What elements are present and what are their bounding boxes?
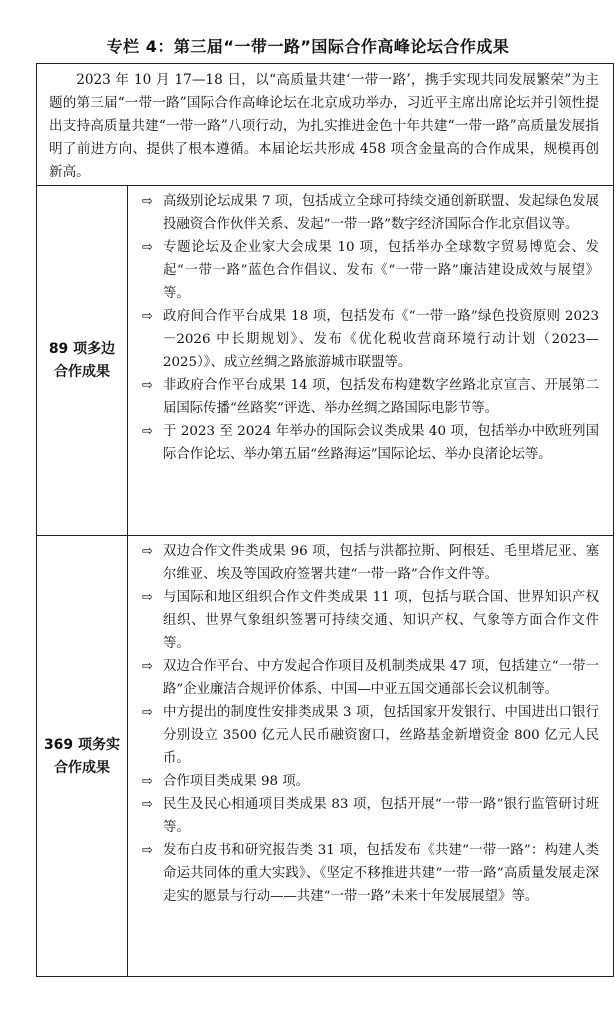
- list-item: [140, 305, 599, 374]
- hollow-right-arrow-icon: ⇨: [142, 843, 153, 858]
- list-item: [140, 655, 599, 701]
- section-label-line1: 89 项多边: [48, 340, 116, 357]
- section-items: [128, 536, 613, 908]
- list-item: [140, 839, 599, 908]
- hollow-right-arrow-icon: ⇨: [142, 424, 153, 439]
- hollow-right-arrow-icon: ⇨: [142, 774, 153, 789]
- hollow-right-arrow-icon: ⇨: [142, 544, 153, 559]
- list-item-text: 双边合作平台、中方发起合作项目及机制类成果 47 项，包括建立“一带一路”企业廉洁合规评价体系、中国—中亚五国交通部长会议机制等。: [163, 659, 599, 697]
- list-item-text: 高级别论坛成果 7 项，包括成立全球可持续交通创新联盟、发起绿色发展投融资合作伙伴关系、发起“一带一路”数字经济国际合作北京倡议等。: [163, 194, 599, 232]
- list-item-text: 中方提出的制度性安排类成果 3 项，包括国家开发银行、中国进出口银行分别设立 3500 亿元人民币融资窗口，丝路基金新增资金 800 亿元人民币。: [163, 705, 599, 766]
- list-item: [140, 374, 599, 420]
- hollow-right-arrow-icon: ⇨: [142, 797, 153, 812]
- list-item-text: 民生及民心相通项目类成果 83 项，包括开展“一带一路”银行监管研讨班等。: [163, 797, 599, 835]
- section-practical: [37, 536, 613, 977]
- hollow-right-arrow-icon: ⇨: [142, 590, 153, 605]
- list-item: [140, 236, 599, 305]
- section-multilateral: [37, 186, 613, 536]
- list-item: [140, 770, 599, 793]
- list-item-text: 政府间合作平台成果 18 项，包括发布《“一带一路”绿色投资原则 2023－2026 中长期规划》、发布《优化税收营商环境行动计划（2023—2025）》、成立丝绸之路旅游城市联盟等。: [163, 309, 599, 370]
- list-item: [140, 420, 599, 466]
- hollow-right-arrow-icon: ⇨: [142, 659, 153, 674]
- hollow-right-arrow-icon: ⇨: [142, 194, 153, 209]
- list-item: [140, 540, 599, 586]
- list-item: [140, 586, 599, 655]
- hollow-right-arrow-icon: ⇨: [142, 309, 153, 324]
- box-title: 专栏 4：第三届“一带一路”国际合作高峰论坛合作成果: [106, 37, 510, 56]
- list-item: [140, 190, 599, 236]
- hollow-right-arrow-icon: ⇨: [142, 240, 153, 255]
- list-item: [140, 793, 599, 839]
- list-item-text: 非政府合作平台成果 14 项，包括发布构建数字丝路北京宣言、开展第二届国际传播“丝路奖”评选、举办丝绸之路国际电影节等。: [163, 378, 599, 416]
- section-label: [37, 186, 128, 535]
- list-item-text: 合作项目类成果 98 项。: [163, 774, 310, 789]
- section-items: [128, 186, 613, 466]
- hollow-right-arrow-icon: ⇨: [142, 705, 153, 720]
- hollow-right-arrow-icon: ⇨: [142, 378, 153, 393]
- section-label-line1: 369 项务实: [43, 736, 121, 753]
- section-label-line2: 合作成果: [53, 363, 110, 380]
- section-label: [37, 536, 128, 977]
- list-item: [140, 701, 599, 770]
- list-item-text: 于 2023 至 2024 年举办的国际会议类成果 40 项，包括举办中欧班列国际合作论坛、举办第五届“丝路海运”国际论坛、举办良渚论坛等。: [163, 424, 599, 462]
- intro-paragraph: 2023 年 10 月 17—18 日，以“高质量共建‘一带一路’，携手实现共同发展繁荣”为主题的第三届“一带一路”国际合作高峰论坛在北京成功举办，习近平主席出席论坛并引领性提出支持高质量共建“一带一路”八项行动，为扎实推进金色十年共建“一带一路”高质量发展指明了前进方向、提供了根本遵循。本届论坛共形成 458 项含金量高的合作成果，规模再创新高。: [37, 64, 613, 186]
- list-item-text: 与国际和地区组织合作文件类成果 11 项，包括与联合国、世界知识产权组织、世界气象组织签署可持续交通、知识产权、气象等方面合作文件等。: [163, 590, 599, 651]
- list-item-text: 双边合作文件类成果 96 项，包括与洪都拉斯、阿根廷、毛里塔尼亚、塞尔维亚、埃及等国政府签署共建“一带一路”合作文件等。: [163, 544, 599, 582]
- list-item-text: 专题论坛及企业家大会成果 10 项，包括举办全球数字贸易博览会、发起“一带一路”蓝色合作倡议、发布《“一带一路”廉洁建设成效与展望》等。: [163, 240, 599, 301]
- list-item-text: 发布白皮书和研究报告类 31 项，包括发布《共建“一带一路”：构建人类命运共同体的重大实践》、《坚定不移推进共建“一带一路”高质量发展走深走实的愿景与行动——共建“一带一路”未来十年发展展望》等。: [163, 843, 599, 904]
- info-box: [36, 63, 614, 977]
- section-label-line2: 合作成果: [53, 759, 110, 776]
